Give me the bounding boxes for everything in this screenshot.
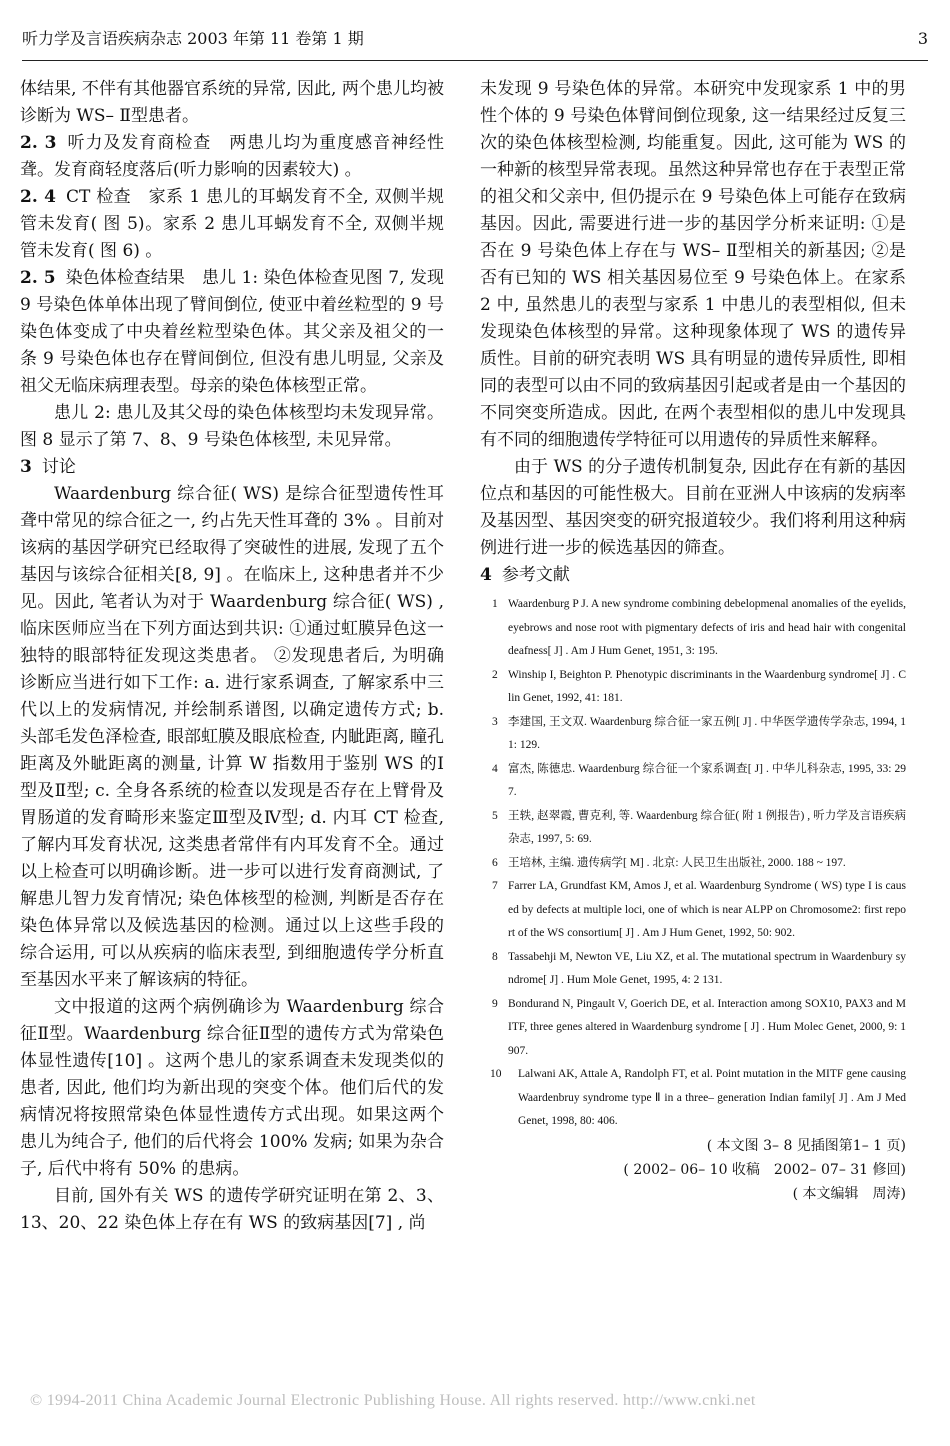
reference-item xyxy=(480,805,906,852)
reference-text: 李建国, 王文双. Waardenburg 综合征一家五例[ J] . 中华医学遗传学杂志, 1994, 11: 129. xyxy=(508,715,906,751)
reference-item xyxy=(480,593,906,664)
reference-text: Bondurand N, Pingault V, Goerich DE, et al. Interaction among SOX10, PAX3 and MITF, three genes altered in Waardenburg syndrome [ J] . Hum Molec Genet, 2000, 9: 1 907. xyxy=(508,997,906,1057)
reference-item xyxy=(480,711,906,758)
paragraph-conclusion: 由于 WS 的分子遗传机制复杂, 因此存在有新的基因位点和基因的可能性极大。目前在亚洲人中该病的发病率及基因型、基因突变的研究报道较少。我们将利用这种病例进行进一步的候选基因的筛查。 xyxy=(480,457,906,558)
section-number: 3 xyxy=(20,457,32,477)
section-number: 2. 4 xyxy=(20,187,56,207)
section-2-4 xyxy=(20,184,444,265)
paragraph-continued: 未发现 9 号染色体的异常。本研究中发现家系 1 中的男性个体的 9 号染色体臂间倒位现象, 这一结果经过反复三次的染色体核型检测, 均能重复。因此, 这可能为 WS 的一种新的核型异常表现。虽然这种异常也存在于表型正常的祖父和父亲中, 但仍提示在 9 号染色体上可能存在致病基因。因此, 需要进行进一步的基因学分析来证明: ①是否在 9 号染色体上存在与 WS– Ⅱ型相关的新基因; ②是否有已知的 WS 相关基因易位至 9 号染色体上。在家系 2 中, 虽然患儿的表型与家系 1 中患儿的表型相似, 但未发现染色体核型的异常。这种现象体现了 WS 的遗传异质性。目前的研究表明 WS 具有明显的遗传异质性, 即相同的表型可以由不同的致病基因引起或者是由一个基因的不同突变所造成。因此, 在两个表型相似的患儿中发现具有不同的细胞遗传学特征可以用遗传的异质性来解释。 xyxy=(480,79,906,450)
reference-number: 5 xyxy=(492,809,498,822)
paragraph-child2: 患儿 2: 患儿及其父母的染色体核型均未发现异常。图 8 显示了第 7、8、9 号染色体核型, 未见异常。 xyxy=(20,403,444,450)
reference-text: Tassabehji M, Newton VE, Liu XZ, et al. The mutational spectrum in Waardenbury syndrome[ J] . Hum Mole Genet, 1995, 4: 2 131. xyxy=(508,950,906,986)
reference-item xyxy=(480,993,906,1064)
reference-number: 4 xyxy=(492,762,498,775)
reference-text: Waardenburg P J. A new syndrome combining debelopmenal anomalies of the eyelids, eyebrows and nose root with pigmentary defects of iris and head hair with congenital deafness[ J] . Am J Hum Genet, 1951, 3: 195. xyxy=(508,598,906,657)
section-title: 讨论 xyxy=(41,457,76,477)
reference-item xyxy=(480,758,906,805)
copyright-watermark: © 1994-2011 China Academic Journal Electronic Publishing House. All rights reserved. http://www.cnki.net xyxy=(30,1392,756,1409)
dates-note: ( 2002– 06– 10 收稿 2002– 07– 31 修回) xyxy=(623,1161,906,1178)
editor-note: ( 本文编辑 周涛) xyxy=(792,1185,906,1202)
paragraph-continued: 体结果, 不伴有其他器官系统的异常, 因此, 两个患儿均被诊断为 WS– Ⅱ型患者。 xyxy=(20,79,444,126)
reference-text: 王轶, 赵翠霞, 曹克利, 等. Waardenburg 综合征( 附 1 例报告) , 听力学及言语疾病杂志, 1997, 5: 69. xyxy=(508,809,906,845)
reference-text: Farrer LA, Grundfast KM, Amos J, et al. Waardenburg Syndrome ( WS) type I is caused by defects at multiple loci, one of which is near ALPP on Chromosome2: first report of the WS consortium[ J] . Am J Hum Genet, 1992, 50: 902. xyxy=(508,880,906,939)
page-number: 3 xyxy=(917,29,928,48)
header-rule xyxy=(22,60,928,61)
section-number: 2. 3 xyxy=(20,133,57,153)
reference-text: Lalwani AK, Attale A, Randolph FT, et al. Point mutation in the MITF gene causing Waardenbruy syndrome type Ⅱ in a three– generation Indian family[ J] . Am J Med Genet, 1998, 80: 406. xyxy=(518,1068,906,1127)
reference-number: 2 xyxy=(492,668,498,681)
reference-list xyxy=(480,593,906,1134)
section-title: 参考文献 xyxy=(501,565,570,585)
reference-item xyxy=(480,875,906,946)
journal-title: 听力学及言语疾病杂志 2003 年第 11 卷第 1 期 xyxy=(22,29,364,48)
reference-number: 9 xyxy=(492,997,498,1010)
section-2-5 xyxy=(20,265,444,400)
section-number: 4 xyxy=(480,565,492,585)
reference-number: 8 xyxy=(492,950,498,963)
section-body: 染色体检查结果 患儿 1: 染色体检查见图 7, 发现 9 号染色体单体出现了臂间倒位, 使亚中着丝粒型的 9 号染色体变成了中央着丝粒型染色体。其父亲及祖父的一条 9 号染色体也存在臂间倒位, 但没有患儿明显, 父亲及祖父无临床病理表型。母亲的染色体核型正常。 xyxy=(20,268,444,396)
reference-item xyxy=(480,852,906,876)
reference-number: 10 xyxy=(490,1068,502,1080)
reference-number: 3 xyxy=(492,715,498,728)
reference-number: 7 xyxy=(492,880,498,892)
discussion-paragraph-3: 目前, 国外有关 WS 的遗传学研究证明在第 2、3、13、20、22 染色体上存在有 WS 的致病基因[7] , 尚 xyxy=(20,1186,444,1233)
section-3-heading xyxy=(20,454,444,481)
reference-text: Winship I, Beighton P. Phenotypic discriminants in the Waardenburg syndrome[ J] . Clin Genet, 1992, 41: 181. xyxy=(508,668,906,704)
section-2-3 xyxy=(20,130,444,184)
reference-number: 6 xyxy=(492,856,498,869)
section-body: 听力及发育商检查 两患儿均为重度感音神经性聋。发育商轻度落后(听力影响的因素较大) 。 xyxy=(20,133,445,180)
figures-note: ( 本文图 3– 8 见插图第1– 1 页) xyxy=(706,1137,906,1154)
reference-item xyxy=(480,1063,906,1134)
discussion-paragraph-1: Waardenburg 综合征( WS) 是综合征型遗传性耳聋中常见的综合征之一, 约占先天性耳聋的 3% 。目前对该病的基因学研究已经取得了突破性的进展, 发现了五个基因与该综合征相关[8, 9] 。在临床上, 这种患者并不少见。因此, 笔者认为对于 Waardenburg 综合征( WS) , 临床医师应当在下列方面达到共识: ①通过虹膜异色这一独特的眼部特征发现这类患者。 ②发现患者后, 为明确诊断应当进行如下工作: a. 进行家系调查, 了解家系中三代以上的发病情况, 并绘制系谱图, 以确定遗传方式; b. 头部毛发色泽检查, 眼部虹膜及眼底检查, 内眦距离, 瞳孔距离及外眦距离的测量, 计算 W 指数用于鉴别 WS 的Ⅰ型及Ⅱ型; c. 全身各系统的检查以发现是否存在上臂骨及胃肠道的发育畸形来鉴定Ⅲ型及Ⅳ型; d. 内耳 CT 检查, 了解内耳发育状况, 这类患者常伴有内耳发育不全。通过以上检查可以明确诊断。进一步可以进行发育商测试, 了解患儿智力发育情况; 染色体核型的检测, 判断是否存在染色体异常以及候选基因的检测。通过以上这些手段的综合运用, 可以从疾病的临床表型, 到细胞遗传学分析直至基因水平来了解该病的特征。 xyxy=(20,484,444,990)
section-4-heading xyxy=(480,562,906,589)
reference-text: 王培林, 主编. 遗传病学[ M] . 北京: 人民卫生出版社, 2000. 188 ~ 197. xyxy=(508,856,846,869)
section-body: CT 检查 家系 1 患儿的耳蜗发育不全, 双侧半规管未发育( 图 5)。家系 2 患儿耳蜗发育不全, 双侧半规管未发育( 图 6) 。 xyxy=(20,187,444,261)
reference-item xyxy=(480,946,906,993)
left-column xyxy=(20,76,444,1237)
reference-item xyxy=(480,664,906,711)
right-column xyxy=(480,76,906,1206)
reference-number: 1 xyxy=(492,598,498,610)
reference-text: 富杰, 陈德忠. Waardenburg 综合征一个家系调查[ J] . 中华儿科杂志, 1995, 33: 297. xyxy=(508,762,906,798)
discussion-paragraph-2: 文中报道的这两个病例确诊为 Waardenburg 综合征Ⅱ型。Waardenburg 综合征Ⅱ型的遗传方式为常染色体显性遗传[10] 。这两个患儿的家系调查未发现类似的患者, 因此, 他们均为新出现的突变个体。他们后代的发病情况将按照常染色体显性遗传方式出现。如果这两个患儿为纯合子, 他们的后代将会 100% 发病; 如果为杂合子, 后代中将有 50% 的患病。 xyxy=(20,997,444,1179)
section-number: 2. 5 xyxy=(20,268,56,288)
